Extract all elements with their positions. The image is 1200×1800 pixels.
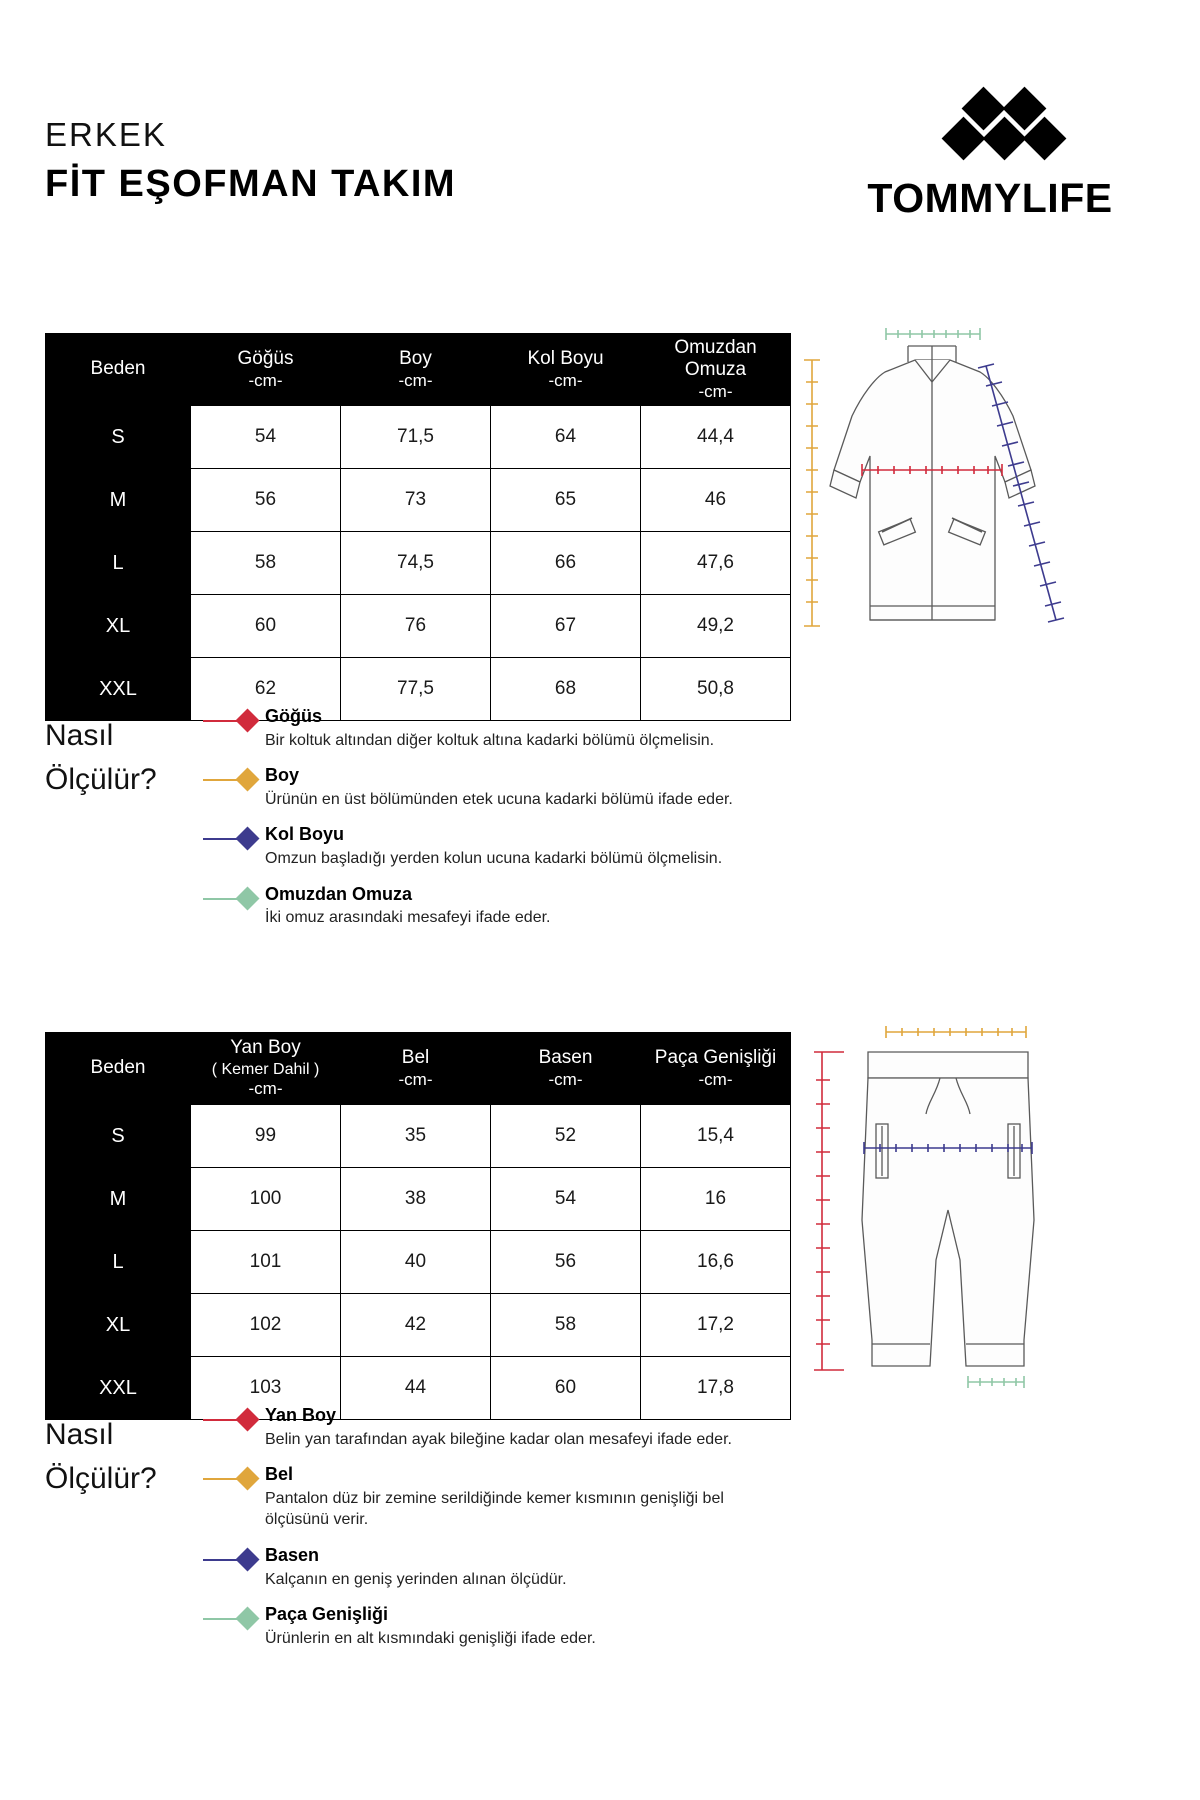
- legend-text: [265, 824, 743, 869]
- legend-description: Pantalon düz bir zemine serildiğinde kemer kısmının genişliği bel ölçüsünü verir.: [265, 1489, 724, 1529]
- table-row: [46, 1105, 791, 1168]
- column-header-bel: Bel -cm-: [341, 1033, 491, 1105]
- diamond-marker-icon: [203, 828, 265, 850]
- cell-kol-boyu: 68: [491, 658, 641, 721]
- legend-text: [265, 706, 743, 751]
- cell-paca-genisligi: 17,8: [641, 1357, 791, 1420]
- legend-text: [265, 884, 743, 929]
- table-row: [46, 1168, 791, 1231]
- legend-items: [203, 1405, 743, 1649]
- cell-boy: 73: [341, 469, 491, 532]
- size-label: L: [46, 532, 191, 595]
- size-label: XXL: [46, 1357, 191, 1420]
- size-label: L: [46, 1231, 191, 1294]
- cell-paca-genisligi: 17,2: [641, 1294, 791, 1357]
- legend-description: Omzun başladığı yerden kolun ucuna kadarki bölümü ölçmelisin.: [265, 849, 723, 867]
- legend-item-kol-boyu: [203, 824, 743, 869]
- legend-item-paca-genisligi: [203, 1604, 743, 1649]
- size-label: XL: [46, 595, 191, 658]
- cell-gogus: 58: [191, 532, 341, 595]
- size-label: S: [46, 406, 191, 469]
- cell-basen: 60: [491, 1357, 641, 1420]
- cell-omuzdan-omuza: 47,6: [641, 532, 791, 595]
- cell-kol-boyu: 64: [491, 406, 641, 469]
- cell-bel: 38: [341, 1168, 491, 1231]
- cell-gogus: 60: [191, 595, 341, 658]
- legend-item-boy: [203, 765, 743, 810]
- cell-basen: 54: [491, 1168, 641, 1231]
- legend-label: Göğüs: [265, 706, 322, 726]
- legend-item-gogus: [203, 706, 743, 751]
- cell-paca-genisligi: 16: [641, 1168, 791, 1231]
- cell-omuzdan-omuza: 50,8: [641, 658, 791, 721]
- cell-gogus: 62: [191, 658, 341, 721]
- brand-name: TOMMYLIFE: [867, 175, 1113, 221]
- legend-label: Boy: [265, 765, 300, 786]
- diamond-marker-icon: [203, 710, 265, 732]
- column-header-boy: Boy -cm-: [341, 334, 491, 406]
- table-row: [46, 469, 791, 532]
- legend-label: Basen: [265, 1544, 320, 1565]
- cell-omuzdan-omuza: 44,4: [641, 406, 791, 469]
- table-row: [46, 1294, 791, 1357]
- cell-basen: 56: [491, 1231, 641, 1294]
- pants-size-table: [45, 1032, 791, 1420]
- cell-gogus: 56: [191, 469, 341, 532]
- column-header-yan-boy: Yan Boy ( Kemer Dahil ) -cm-: [191, 1033, 341, 1105]
- diamond-marker-icon: [203, 1549, 265, 1571]
- cell-boy: 76: [341, 595, 491, 658]
- legend-item-basen: [203, 1545, 743, 1590]
- column-header-kol-boyu: Kol Boyu -cm-: [491, 334, 641, 406]
- cell-bel: 40: [341, 1231, 491, 1294]
- brand-logo-icon: [915, 90, 1065, 170]
- cell-omuzdan-omuza: 46: [641, 469, 791, 532]
- table-header-row: [46, 334, 791, 406]
- column-header-beden: Beden: [46, 334, 191, 406]
- column-header-paca-genisligi: Paça Genişliği -cm-: [641, 1033, 791, 1105]
- table-header-row: [46, 1033, 791, 1105]
- table-row: [46, 595, 791, 658]
- cell-basen: 58: [491, 1294, 641, 1357]
- legend-title: Nasıl Ölçülür?: [45, 1418, 157, 1495]
- size-label: XL: [46, 1294, 191, 1357]
- title-block: [45, 118, 456, 203]
- column-header-gogus: Göğüs -cm-: [191, 334, 341, 406]
- legend-label: Kol Boyu: [265, 824, 344, 845]
- cell-boy: 74,5: [341, 532, 491, 595]
- legend-text: [265, 1545, 743, 1590]
- diamond-marker-icon: [203, 1608, 265, 1630]
- page-header: [45, 118, 1155, 268]
- cell-bel: 42: [341, 1294, 491, 1357]
- legend-label: Bel: [265, 1464, 294, 1485]
- jacket-measurement-diagram: [790, 320, 1170, 650]
- table-row: [46, 406, 791, 469]
- category-title: ERKEK: [45, 116, 167, 153]
- jacket-legend: [45, 706, 745, 929]
- cell-kol-boyu: 67: [491, 595, 641, 658]
- legend-description: Kalçanın en geniş yerinden alınan ölçüdür.: [265, 1570, 567, 1588]
- diamond-marker-icon: [203, 1468, 265, 1490]
- size-label: M: [46, 1168, 191, 1231]
- legend-description: İki omuz arasındaki mesafeyi ifade eder.: [265, 909, 551, 927]
- diamond-marker-icon: [203, 1409, 265, 1431]
- diamond-marker-icon: [203, 769, 265, 791]
- table-row: [46, 1231, 791, 1294]
- cell-paca-genisligi: 16,6: [641, 1231, 791, 1294]
- cell-kol-boyu: 65: [491, 469, 641, 532]
- cell-paca-genisligi: 15,4: [641, 1105, 791, 1168]
- legend-text: [265, 1405, 743, 1450]
- cell-bel: 44: [341, 1357, 491, 1420]
- size-label: M: [46, 469, 191, 532]
- column-header-omuzdan-omuza: Omuzdan Omuza -cm-: [641, 334, 791, 406]
- legend-title: Nasıl Ölçülür?: [45, 719, 157, 796]
- cell-omuzdan-omuza: 49,2: [641, 595, 791, 658]
- legend-description: Ürünlerin en alt kısmındaki genişliği ifade eder.: [265, 1629, 596, 1647]
- column-header-beden: Beden: [46, 1033, 191, 1105]
- cell-kol-boyu: 66: [491, 532, 641, 595]
- cell-boy: 71,5: [341, 406, 491, 469]
- legend-text: [265, 765, 743, 810]
- cell-yan-boy: 101: [191, 1231, 341, 1294]
- page-title: FİT EŞOFMAN TAKIM: [45, 163, 457, 205]
- pants-measurement-diagram: [790, 1010, 1170, 1410]
- diamond-marker-icon: [203, 888, 265, 910]
- cell-basen: 52: [491, 1105, 641, 1168]
- cell-gogus: 54: [191, 406, 341, 469]
- size-label: S: [46, 1105, 191, 1168]
- cell-yan-boy: 102: [191, 1294, 341, 1357]
- legend-label: Yan Boy: [265, 1405, 337, 1425]
- pants-legend: [45, 1405, 745, 1649]
- cell-yan-boy: 100: [191, 1168, 341, 1231]
- cell-bel: 35: [341, 1105, 491, 1168]
- brand-block: [825, 90, 1155, 219]
- legend-description: Belin yan tarafından ayak bileğine kadar olan mesafeyi ifade eder.: [265, 1430, 732, 1448]
- legend-item-yan-boy: [203, 1405, 743, 1450]
- legend-items: [203, 706, 743, 929]
- legend-text: [265, 1464, 743, 1531]
- legend-text: [265, 1604, 743, 1649]
- cell-boy: 77,5: [341, 658, 491, 721]
- column-header-basen: Basen -cm-: [491, 1033, 641, 1105]
- legend-description: Ürünün en üst bölümünden etek ucuna kadarki bölümü ifade eder.: [265, 790, 733, 808]
- table-row: [46, 532, 791, 595]
- cell-yan-boy: 99: [191, 1105, 341, 1168]
- jacket-size-table: [45, 333, 791, 721]
- legend-label: Omuzdan Omuza: [265, 883, 413, 904]
- legend-item-omuzdan-omuza: [203, 884, 743, 929]
- legend-item-bel: [203, 1464, 743, 1531]
- size-label: XXL: [46, 658, 191, 721]
- legend-description: Bir koltuk altından diğer koltuk altına kadarki bölümü ölçmelisin.: [265, 731, 715, 749]
- legend-label: Paça Genişliği: [265, 1604, 389, 1625]
- cell-yan-boy: 103: [191, 1357, 341, 1420]
